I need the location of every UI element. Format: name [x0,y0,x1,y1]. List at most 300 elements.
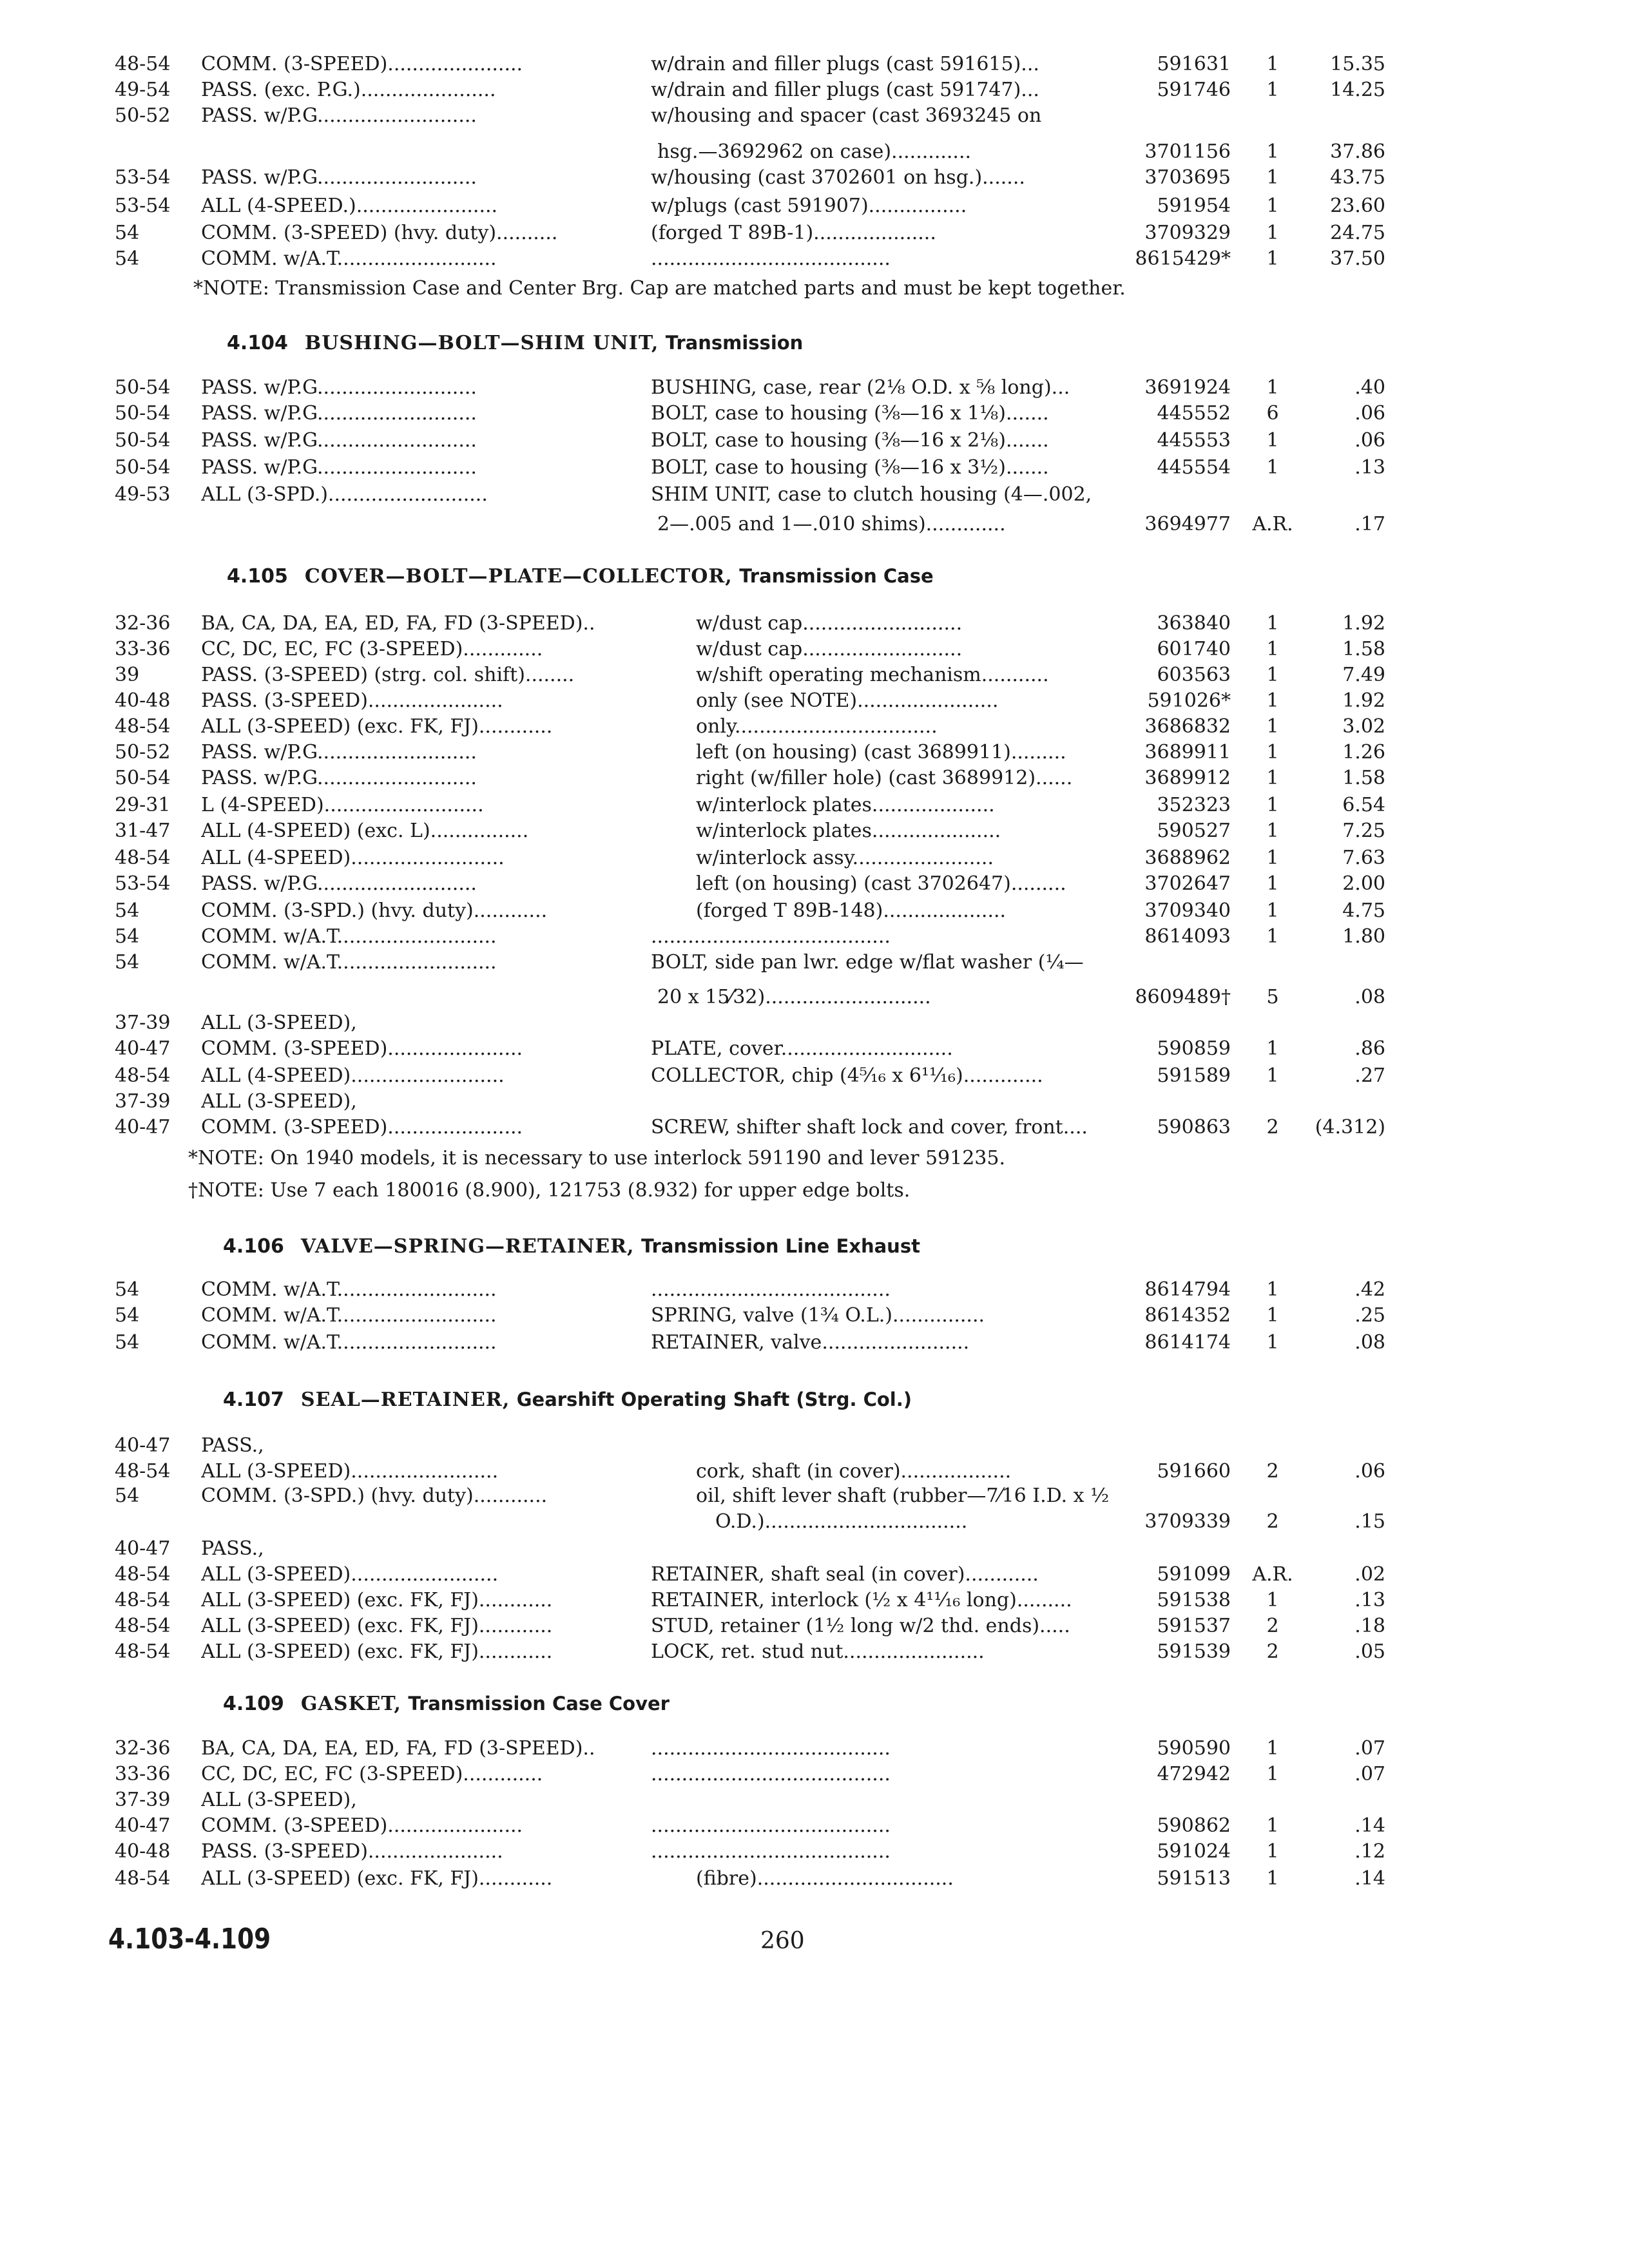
parts-row [0,791,1629,820]
section-heading [223,1689,670,1718]
list-price: .40 [1354,376,1385,399]
part-number: 8614352 [1144,1304,1231,1327]
list-price: .12 [1354,1840,1385,1863]
model-application: COMM. (3-SPEED)...................... [201,1037,523,1060]
model-years: 40-47 [115,1037,171,1060]
part-number: 8614093 [1144,925,1231,948]
model-years: 32-36 [115,1737,171,1760]
model-years: 37-39 [115,1012,171,1034]
model-years: 54 [115,899,140,922]
page-section-range: 4.103-4.109 [108,1923,271,1956]
model-application: PASS. w/P.G.......................... [201,104,477,127]
model-application: PASS. w/P.G.......................... [201,402,477,425]
parts-row [0,399,1629,428]
list-price: 37.50 [1330,247,1385,270]
section-number: 4.104 [227,332,288,354]
model-years: 50-54 [115,376,171,399]
parts-row [0,427,1629,455]
model-application: PASS. w/P.G.......................... [201,456,477,479]
model-years: 54 [115,1278,140,1301]
list-price: 7.49 [1342,664,1385,686]
model-years: 50-54 [115,456,171,479]
part-number: 591026* [1147,689,1231,712]
model-application: ALL (3-SPEED) (exc. FK, FJ)............ [201,1615,553,1637]
part-number: 363840 [1157,612,1231,635]
part-number: 591539 [1157,1640,1231,1663]
quantity: 1 [1266,1331,1279,1354]
list-price: 2.00 [1342,872,1385,895]
model-application: COMM. w/A.T.......................... [201,951,497,974]
part-description: STUD, retainer (1½ long w/2 thd. ends)..... [651,1615,1070,1637]
list-price: .15 [1354,1510,1385,1533]
part-description: ....................................... [651,1840,891,1863]
list-price: .14 [1354,1814,1385,1837]
part-number: 591099 [1157,1563,1231,1586]
quantity: 1 [1266,222,1279,244]
part-description: (fibre)................................ [696,1867,954,1890]
part-description: BOLT, case to housing (⅜—16 x 3½)....... [651,456,1049,479]
quantity: 1 [1266,1589,1279,1611]
model-years: 50-54 [115,429,171,452]
part-number: 590859 [1157,1037,1231,1060]
model-years: 48-54 [115,847,171,869]
model-years: 40-48 [115,1840,171,1863]
part-number: 591024 [1157,1840,1231,1863]
quantity: 1 [1266,456,1279,479]
model-years: 54 [115,925,140,948]
list-price: .42 [1354,1278,1385,1301]
parts-row [0,1302,1629,1330]
parts-row [0,1561,1629,1589]
part-description: RETAINER, valve........................ [651,1331,970,1354]
list-price: .07 [1354,1763,1385,1785]
part-description: w/interlock plates.................... [696,794,995,816]
model-years: 49-53 [115,483,171,506]
part-description: cork, shaft (in cover).................. [696,1460,1012,1483]
parts-row [0,1535,1629,1563]
section-name: SEAL—RETAINER, [300,1389,510,1411]
list-price: .18 [1354,1615,1385,1637]
list-price: .05 [1354,1640,1385,1663]
section-name: VALVE—SPRING—RETAINER, [300,1235,635,1258]
part-number: 3702647 [1144,872,1231,895]
part-number: 591746 [1157,79,1231,101]
footnote: †NOTE: Use 7 each 180016 (8.900), 121753 (8.932) for upper edge bolts. [188,1179,911,1202]
quantity: 1 [1266,820,1279,842]
model-application: PASS. w/P.G.......................... [201,429,477,452]
list-price: .27 [1354,1064,1385,1087]
model-application: ALL (4-SPEED)......................... [201,847,505,869]
section-number: 4.109 [223,1693,284,1715]
model-years: 48-54 [115,1460,171,1483]
part-number: 445552 [1157,402,1231,425]
model-years: 48-54 [115,53,171,75]
part-number: 590862 [1157,1814,1231,1837]
model-years: 40-48 [115,689,171,712]
parts-row [0,1812,1629,1840]
model-years: 39 [115,664,140,686]
part-number: 591631 [1157,53,1231,75]
model-years: 50-54 [115,402,171,425]
part-description: ....................................... [651,925,891,948]
quantity: 1 [1266,1304,1279,1327]
model-application: COMM. (3-SPD.) (hvy. duty)............ [201,899,548,922]
quantity: 1 [1266,899,1279,922]
parts-row [0,1612,1629,1640]
model-years: 37-39 [115,1090,171,1113]
parts-row [0,164,1629,192]
part-number: 591660 [1157,1460,1231,1483]
list-price: 24.75 [1330,222,1385,244]
model-application: PASS. (exc. P.G.)...................... [201,79,496,101]
part-number: 3703695 [1144,166,1231,189]
part-description: only................................. [696,715,938,738]
model-application: CC, DC, EC, FC (3-SPEED)............. [201,1763,543,1785]
parts-row [0,1482,1629,1510]
model-years: 33-36 [115,1763,171,1785]
parts-row [0,817,1629,845]
part-number: 8614794 [1144,1278,1231,1301]
section-subject: Gearshift Operating Shaft (Strg. Col.) [516,1389,912,1410]
part-description: 2—.005 and 1—.010 shims)............. [657,513,1006,535]
quantity: 1 [1266,847,1279,869]
parts-row [0,661,1629,689]
quantity: 1 [1266,53,1279,75]
parts-row [0,1760,1629,1789]
part-number: 3689912 [1144,767,1231,789]
list-price: 1.58 [1342,767,1385,789]
parts-row [0,1009,1629,1037]
part-description: oil, shift lever shaft (rubber—7⁄16 I.D. x ½ [696,1485,1110,1507]
part-description: BOLT, case to housing (⅜—16 x 2⅛)....... [651,429,1049,452]
list-price: 3.02 [1342,715,1385,738]
model-years: 48-54 [115,1867,171,1890]
list-price: .06 [1354,429,1385,452]
parts-row [0,454,1629,482]
page-number: 260 [760,1928,805,1954]
model-application: L (4-SPEED).......................... [201,794,484,816]
part-description: BOLT, case to housing (⅜—16 x 1⅛)....... [651,402,1049,425]
quantity: 2 [1266,1460,1279,1483]
list-price: 6.54 [1342,794,1385,816]
parts-row [0,510,1629,539]
parts-row [0,1035,1629,1063]
quantity: 1 [1266,664,1279,686]
part-number: 591589 [1157,1064,1231,1087]
part-description: PLATE, cover............................ [651,1037,953,1060]
part-description: w/drain and filler plugs (cast 591615)... [651,53,1039,75]
model-application: PASS. w/P.G.......................... [201,872,477,895]
quantity: 1 [1266,767,1279,789]
part-description: LOCK, ret. stud nut....................... [651,1640,985,1663]
part-number: 603563 [1157,664,1231,686]
parts-row [0,1088,1629,1116]
model-application: PASS. w/P.G.......................... [201,376,477,399]
part-number: 601740 [1157,638,1231,660]
model-years: 33-36 [115,638,171,660]
model-application: ALL (3-SPEED) (exc. FK, FJ)............ [201,1640,553,1663]
list-price: 1.92 [1342,612,1385,635]
model-years: 53-54 [115,872,171,895]
section-number: 4.107 [223,1389,284,1411]
quantity: 1 [1266,195,1279,217]
list-price: 37.86 [1330,140,1385,163]
model-application: COMM. (3-SPEED)...................... [201,1116,523,1139]
part-description: 20 x 15⁄32)........................... [657,986,931,1008]
parts-row [0,1508,1629,1536]
model-application: ALL (3-SPEED) (exc. FK, FJ)............ [201,1867,553,1890]
model-application: ALL (3-SPEED), [201,1090,357,1113]
quantity: 1 [1266,1278,1279,1301]
list-price: .08 [1354,986,1385,1008]
model-application: PASS. (3-SPEED)...................... [201,689,503,712]
model-application: COMM. w/A.T.......................... [201,247,497,270]
list-price: 14.25 [1330,79,1385,101]
quantity: 1 [1266,1763,1279,1785]
part-description: COLLECTOR, chip (4⁵⁄₁₆ x 6¹¹⁄₁₆)............. [651,1064,1043,1087]
part-description: ....................................... [651,1814,891,1837]
model-years: 54 [115,247,140,270]
list-price: .13 [1354,1589,1385,1611]
model-years: 29-31 [115,794,171,816]
part-description: w/interlock plates..................... [696,820,1001,842]
section-subject: Transmission Case Cover [408,1693,670,1715]
part-description: left (on housing) (cast 3702647)......... [696,872,1066,895]
model-application: ALL (3-SPEED), [201,1789,357,1811]
model-years: 50-52 [115,741,171,764]
parts-row [0,219,1629,247]
quantity: 1 [1266,1037,1279,1060]
part-number: 3686832 [1144,715,1231,738]
parts-row [0,1638,1629,1666]
list-price: 1.80 [1342,925,1385,948]
quantity: 1 [1266,247,1279,270]
quantity: 5 [1266,986,1279,1008]
part-number: 3709340 [1144,899,1231,922]
section-heading [223,1385,912,1414]
model-years: 40-47 [115,1434,171,1457]
parts-row [0,1432,1629,1460]
parts-row [0,138,1629,166]
model-years: 50-54 [115,767,171,789]
part-number: 8609489† [1135,986,1231,1008]
section-number: 4.106 [223,1235,284,1258]
model-application: PASS. w/P.G.......................... [201,767,477,789]
quantity: 1 [1266,429,1279,452]
quantity: 2 [1266,1640,1279,1663]
parts-row [0,687,1629,715]
section-heading [223,1232,920,1261]
section-number: 4.105 [227,565,288,588]
parts-row [0,76,1629,104]
parts-row [0,635,1629,664]
part-number: 3689911 [1144,741,1231,764]
part-number: 8615429* [1135,247,1231,270]
list-price: .86 [1354,1037,1385,1060]
part-number: 445553 [1157,429,1231,452]
quantity: 1 [1266,794,1279,816]
parts-row [0,983,1629,1012]
parts-row [0,1329,1629,1357]
part-description: SCREW, shifter shaft lock and cover, front.... [651,1116,1088,1139]
model-application: BA, CA, DA, EA, ED, FA, FD (3-SPEED).. [201,612,595,635]
part-description: ....................................... [651,1763,891,1785]
footnote: *NOTE: Transmission Case and Center Brg. Cap are matched parts and must be kept together. [193,277,1126,300]
section-heading [227,562,934,591]
part-description: w/dust cap.......................... [696,638,963,660]
list-price: 7.25 [1342,820,1385,842]
part-description: BOLT, side pan lwr. edge w/flat washer (¼— [651,951,1084,974]
part-description: w/shift operating mechanism........... [696,664,1049,686]
part-number: 352323 [1157,794,1231,816]
model-application: ALL (3-SPD.).......................... [201,483,488,506]
model-years: 31-47 [115,820,171,842]
part-number: 3691924 [1144,376,1231,399]
parts-row [0,713,1629,741]
parts-row [0,1786,1629,1814]
model-application: ALL (4-SPEED) (exc. L)................ [201,820,529,842]
section-name: GASKET, [300,1693,401,1715]
section-subject: Transmission Case [739,565,934,587]
part-number: 3709329 [1144,222,1231,244]
part-number: 3709339 [1144,1510,1231,1533]
parts-row [0,764,1629,793]
quantity: 1 [1266,612,1279,635]
list-price: 1.58 [1342,638,1385,660]
part-description: w/drain and filler plugs (cast 591747)... [651,79,1039,101]
part-number: 590863 [1157,1116,1231,1139]
list-price: .13 [1354,456,1385,479]
parts-row [0,1735,1629,1763]
parts-row [0,1276,1629,1304]
model-years: 54 [115,222,140,244]
quantity: 1 [1266,741,1279,764]
list-price: .06 [1354,402,1385,425]
quantity: 1 [1266,1737,1279,1760]
list-price: .14 [1354,1867,1385,1890]
part-number: 3701156 [1144,140,1231,163]
parts-row [0,192,1629,220]
part-number: 591538 [1157,1589,1231,1611]
list-price: .06 [1354,1460,1385,1483]
model-years: 49-54 [115,79,171,101]
list-price: .25 [1354,1304,1385,1327]
part-description: SPRING, valve (1¾ O.L.)............... [651,1304,985,1327]
list-price: .07 [1354,1737,1385,1760]
part-description: ....................................... [651,247,891,270]
model-years: 48-54 [115,715,171,738]
model-application: COMM. (3-SPEED) (hvy. duty).......... [201,222,558,244]
list-price: .08 [1354,1331,1385,1354]
model-application: PASS., [201,1537,264,1560]
list-price: 23.60 [1330,195,1385,217]
model-years: 48-54 [115,1064,171,1087]
quantity: 1 [1266,925,1279,948]
part-number: 590527 [1157,820,1231,842]
quantity: 1 [1266,1814,1279,1837]
parts-row [0,374,1629,402]
section-name: BUSHING—BOLT—SHIM UNIT, [304,332,659,354]
part-number: 472942 [1157,1763,1231,1785]
list-price: 1.92 [1342,689,1385,712]
part-description: w/plugs (cast 591907)................ [651,195,967,217]
footnote: *NOTE: On 1940 models, it is necessary to use interlock 591190 and lever 591235. [188,1147,1005,1169]
section-subject: Transmission Line Exhaust [641,1235,920,1257]
model-application: CC, DC, EC, FC (3-SPEED)............. [201,638,543,660]
list-price: .02 [1354,1563,1385,1586]
list-price: .17 [1354,513,1385,535]
part-number: 8614174 [1144,1331,1231,1354]
quantity: 1 [1266,376,1279,399]
quantity: 1 [1266,1867,1279,1890]
model-years: 53-54 [115,166,171,189]
model-years: 48-54 [115,1563,171,1586]
model-application: COMM. (3-SPEED)...................... [201,1814,523,1837]
list-price: 7.63 [1342,847,1385,869]
parts-row [0,1113,1629,1142]
model-years: 48-54 [115,1615,171,1637]
model-application: COMM. (3-SPD.) (hvy. duty)............ [201,1485,548,1507]
model-application: COMM. w/A.T.......................... [201,1278,497,1301]
part-number: 590590 [1157,1737,1231,1760]
part-description: left (on housing) (cast 3689911)......... [696,741,1066,764]
parts-row [0,1062,1629,1090]
parts-row [0,844,1629,872]
model-years: 54 [115,1304,140,1327]
part-description: O.D.)................................. [715,1510,968,1533]
part-description: ....................................... [651,1737,891,1760]
part-description: only (see NOTE)....................... [696,689,999,712]
section-name: COVER—BOLT—PLATE—COLLECTOR, [304,565,733,588]
quantity: 1 [1266,79,1279,101]
model-application: BA, CA, DA, EA, ED, FA, FD (3-SPEED).. [201,1737,595,1760]
model-years: 54 [115,1485,140,1507]
quantity: A.R. [1252,513,1293,535]
list-price: (4.312) [1315,1116,1385,1139]
quantity: 1 [1266,689,1279,712]
part-description: (forged T 89B-1).................... [651,222,936,244]
part-description: BUSHING, case, rear (2⅛ O.D. x ⅝ long)... [651,376,1070,399]
parts-row [0,738,1629,767]
parts-row [0,50,1629,79]
model-application: PASS. w/P.G.......................... [201,166,477,189]
part-description: w/housing (cast 3702601 on hsg.)....... [651,166,1025,189]
model-application: ALL (3-SPEED) (exc. FK, FJ)............ [201,1589,553,1611]
model-years: 32-36 [115,612,171,635]
parts-row [0,1838,1629,1866]
part-description: w/housing and spacer (cast 3693245 on [651,104,1042,127]
part-description: RETAINER, shaft seal (in cover)............ [651,1563,1039,1586]
section-heading [227,329,803,358]
part-number: 3694977 [1144,513,1231,535]
list-price: 43.75 [1330,166,1385,189]
model-application: ALL (3-SPEED)........................ [201,1563,499,1586]
model-application: ALL (4-SPEED.)....................... [201,195,498,217]
quantity: 1 [1266,1840,1279,1863]
part-description: SHIM UNIT, case to clutch housing (4—.002, [651,483,1092,506]
model-application: PASS. w/P.G.......................... [201,741,477,764]
model-years: 54 [115,951,140,974]
model-application: ALL (4-SPEED)......................... [201,1064,505,1087]
quantity: 6 [1266,402,1279,425]
model-years: 48-54 [115,1640,171,1663]
part-description: RETAINER, interlock (½ x 4¹¹⁄₁₆ long)......... [651,1589,1072,1611]
model-years: 50-52 [115,104,171,127]
parts-row [0,1865,1629,1893]
model-years: 48-54 [115,1589,171,1611]
model-application: PASS. (3-SPEED)...................... [201,1840,503,1863]
parts-row [0,923,1629,951]
